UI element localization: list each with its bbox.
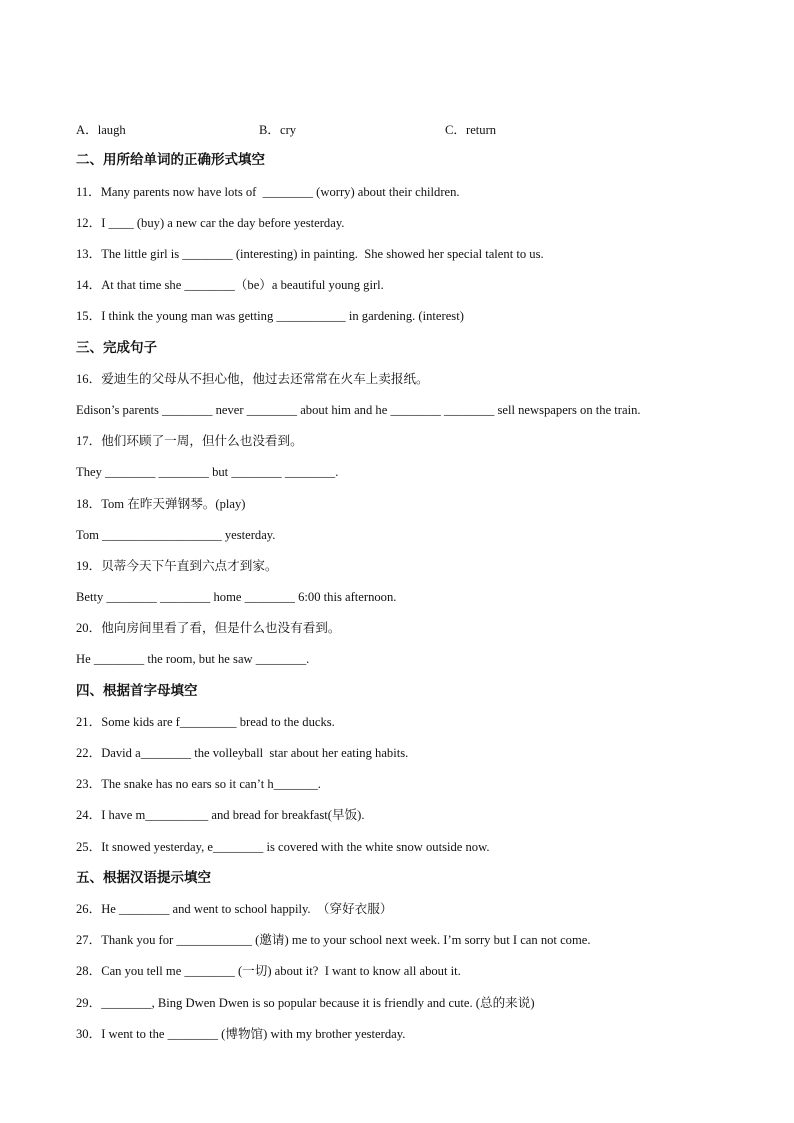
section-heading: 二、用所给单词的正确形式填空: [76, 152, 265, 168]
question-line: 13．The little girl is ________ (interesting) in painting. She showed her special talent to us.: [76, 247, 544, 261]
option-b: B．cry: [259, 123, 297, 137]
question-line: 16．爱迪生的父母从不担心他，他过去还常常在火车上卖报纸。: [76, 372, 429, 386]
answer-line: They ________ ________ but ________ ________.: [76, 465, 339, 479]
question-line: 14．At that time she ________（be）a beautiful young girl.: [76, 278, 384, 292]
answer-line: Betty ________ ________ home ________ 6:00 this afternoon.: [76, 590, 397, 604]
question-line: 27．Thank you for ____________ (邀请) me to your school next week. I’m sorry but I can not come.: [76, 933, 591, 947]
question-line: 20．他向房间里看了看，但是什么也没有看到。: [76, 621, 341, 635]
question-line: 11．Many parents now have lots of ________ (worry) about their children.: [76, 185, 460, 199]
question-line: 30．I went to the ________ (博物馆) with my brother yesterday.: [76, 1027, 406, 1041]
question-line: 28．Can you tell me ________ (一切) about it? I want to know all about it.: [76, 964, 461, 978]
question-line: 26．He ________ and went to school happily. （穿好衣服）: [76, 902, 393, 916]
option-a: A．laugh: [76, 123, 126, 137]
answer-line: Edison’s parents ________ never ________ about him and he ________ ________ sell newspapers on the train.: [76, 403, 641, 417]
answer-line: Tom ___________________ yesterday.: [76, 528, 276, 542]
section-heading: 五、根据汉语提示填空: [76, 870, 211, 886]
question-line: 12．I ____ (buy) a new car the day before yesterday.: [76, 216, 345, 230]
answer-line: He ________ the room, but he saw ________.: [76, 652, 310, 666]
option-c: C．return: [445, 123, 497, 137]
section-heading: 三、完成句子: [76, 340, 157, 356]
question-line: 15．I think the young man was getting ___________ in gardening. (interest): [76, 309, 464, 323]
question-line: 17．他们环顾了一周，但什么也没看到。: [76, 434, 303, 448]
question-line: 23．The snake has no ears so it can’t h_______.: [76, 777, 321, 791]
question-line: 24．I have m__________ and bread for breakfast(早饭).: [76, 808, 365, 822]
question-line: 22．David a________ the volleyball star about her eating habits.: [76, 746, 409, 760]
section-heading: 四、根据首字母填空: [76, 683, 198, 699]
question-line: 18．Tom 在昨天弹钢琴。(play): [76, 497, 246, 511]
question-line: 29．________, Bing Dwen Dwen is so popular because it is friendly and cute. (总的来说): [76, 996, 535, 1010]
question-line: 21．Some kids are f_________ bread to the ducks.: [76, 715, 335, 729]
question-line: 19．贝蒂今天下午直到六点才到家。: [76, 559, 278, 573]
question-line: 25．It snowed yesterday, e________ is covered with the white snow outside now.: [76, 840, 490, 854]
